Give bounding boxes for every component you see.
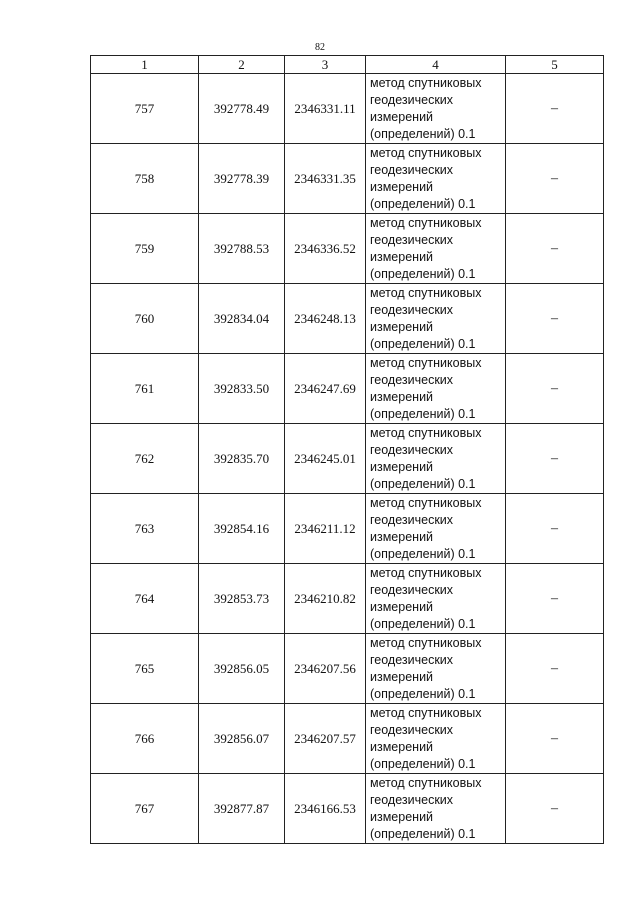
point-number-cell: 763 — [91, 494, 199, 564]
method-line: (определений) 0.1 — [370, 196, 476, 211]
method-line: метод спутниковых — [370, 145, 482, 160]
method-cell — [366, 214, 506, 284]
method-line: (определений) 0.1 — [370, 476, 476, 491]
note-cell: – — [506, 424, 604, 494]
method-line: метод спутниковых — [370, 705, 482, 720]
method-line: (определений) 0.1 — [370, 616, 476, 631]
y-coordinate-cell: 2346210.82 — [285, 564, 366, 634]
method-line: метод спутниковых — [370, 565, 482, 580]
column-header-1: 1 — [91, 56, 199, 74]
x-coordinate-cell: 392853.73 — [199, 564, 285, 634]
method-line: метод спутниковых — [370, 635, 482, 650]
table-row — [91, 634, 604, 704]
table-header-row — [91, 56, 604, 74]
method-line: метод спутниковых — [370, 495, 482, 510]
method-line: метод спутниковых — [370, 215, 482, 230]
method-cell — [366, 564, 506, 634]
method-cell — [366, 144, 506, 214]
point-number-cell: 767 — [91, 774, 199, 844]
y-coordinate-cell: 2346207.57 — [285, 704, 366, 774]
method-line: измерений — [370, 109, 434, 124]
note-cell: – — [506, 704, 604, 774]
method-line: измерений — [370, 249, 434, 264]
method-line: геодезических — [370, 302, 454, 317]
table-row — [91, 774, 604, 844]
y-coordinate-cell: 2346207.56 — [285, 634, 366, 704]
method-line: геодезических — [370, 722, 454, 737]
note-cell: – — [506, 284, 604, 354]
method-line: измерений — [370, 599, 434, 614]
method-line: (определений) 0.1 — [370, 686, 476, 701]
method-line: измерений — [370, 179, 434, 194]
column-header-5: 5 — [506, 56, 604, 74]
column-header-2: 2 — [199, 56, 285, 74]
y-coordinate-cell: 2346245.01 — [285, 424, 366, 494]
point-number-cell: 760 — [91, 284, 199, 354]
method-line: геодезических — [370, 442, 454, 457]
x-coordinate-cell: 392778.39 — [199, 144, 285, 214]
method-cell — [366, 704, 506, 774]
method-line: измерений — [370, 739, 434, 754]
method-line: геодезических — [370, 92, 454, 107]
table-row — [91, 354, 604, 424]
point-number-cell: 761 — [91, 354, 199, 424]
y-coordinate-cell: 2346248.13 — [285, 284, 366, 354]
method-line: (определений) 0.1 — [370, 336, 476, 351]
note-cell: – — [506, 214, 604, 284]
note-cell: – — [506, 144, 604, 214]
method-line: (определений) 0.1 — [370, 826, 476, 841]
table-row — [91, 564, 604, 634]
table-body — [91, 74, 604, 844]
point-number-cell: 757 — [91, 74, 199, 144]
point-number-cell: 762 — [91, 424, 199, 494]
method-cell — [366, 354, 506, 424]
x-coordinate-cell: 392833.50 — [199, 354, 285, 424]
y-coordinate-cell: 2346166.53 — [285, 774, 366, 844]
x-coordinate-cell: 392834.04 — [199, 284, 285, 354]
table-row — [91, 214, 604, 284]
x-coordinate-cell: 392856.05 — [199, 634, 285, 704]
y-coordinate-cell: 2346211.12 — [285, 494, 366, 564]
table-row — [91, 424, 604, 494]
method-cell — [366, 774, 506, 844]
method-line: метод спутниковых — [370, 285, 482, 300]
column-header-3: 3 — [285, 56, 366, 74]
y-coordinate-cell: 2346331.35 — [285, 144, 366, 214]
y-coordinate-cell: 2346336.52 — [285, 214, 366, 284]
method-cell — [366, 634, 506, 704]
method-line: геодезических — [370, 512, 454, 527]
method-line: геодезических — [370, 792, 454, 807]
method-line: геодезических — [370, 372, 454, 387]
point-number-cell: 764 — [91, 564, 199, 634]
table-row — [91, 144, 604, 214]
note-cell: – — [506, 564, 604, 634]
note-cell: – — [506, 354, 604, 424]
method-line: (определений) 0.1 — [370, 126, 476, 141]
y-coordinate-cell: 2346331.11 — [285, 74, 366, 144]
method-line: (определений) 0.1 — [370, 756, 476, 771]
table-row — [91, 704, 604, 774]
method-cell — [366, 284, 506, 354]
note-cell: – — [506, 494, 604, 564]
x-coordinate-cell: 392835.70 — [199, 424, 285, 494]
note-cell: – — [506, 774, 604, 844]
point-number-cell: 765 — [91, 634, 199, 704]
method-line: метод спутниковых — [370, 425, 482, 440]
method-line: измерений — [370, 459, 434, 474]
method-line: метод спутниковых — [370, 775, 482, 790]
method-line: геодезических — [370, 652, 454, 667]
method-line: (определений) 0.1 — [370, 266, 476, 281]
column-header-4: 4 — [366, 56, 506, 74]
point-number-cell: 766 — [91, 704, 199, 774]
method-line: измерений — [370, 669, 434, 684]
table-row — [91, 74, 604, 144]
coordinates-table — [90, 55, 604, 844]
method-line: измерений — [370, 529, 434, 544]
method-line: метод спутниковых — [370, 355, 482, 370]
method-line: измерений — [370, 389, 434, 404]
table-row — [91, 494, 604, 564]
note-cell: – — [506, 74, 604, 144]
method-line: геодезических — [370, 232, 454, 247]
method-line: (определений) 0.1 — [370, 406, 476, 421]
method-cell — [366, 424, 506, 494]
method-line: (определений) 0.1 — [370, 546, 476, 561]
table-row — [91, 284, 604, 354]
point-number-cell: 758 — [91, 144, 199, 214]
method-cell — [366, 494, 506, 564]
method-line: измерений — [370, 319, 434, 334]
method-cell — [366, 74, 506, 144]
x-coordinate-cell: 392854.16 — [199, 494, 285, 564]
y-coordinate-cell: 2346247.69 — [285, 354, 366, 424]
method-line: метод спутниковых — [370, 75, 482, 90]
method-line: измерений — [370, 809, 434, 824]
method-line: геодезических — [370, 582, 454, 597]
x-coordinate-cell: 392877.87 — [199, 774, 285, 844]
page-number: 82 — [315, 42, 325, 53]
x-coordinate-cell: 392778.49 — [199, 74, 285, 144]
point-number-cell: 759 — [91, 214, 199, 284]
note-cell: – — [506, 634, 604, 704]
method-line: геодезических — [370, 162, 454, 177]
x-coordinate-cell: 392856.07 — [199, 704, 285, 774]
x-coordinate-cell: 392788.53 — [199, 214, 285, 284]
